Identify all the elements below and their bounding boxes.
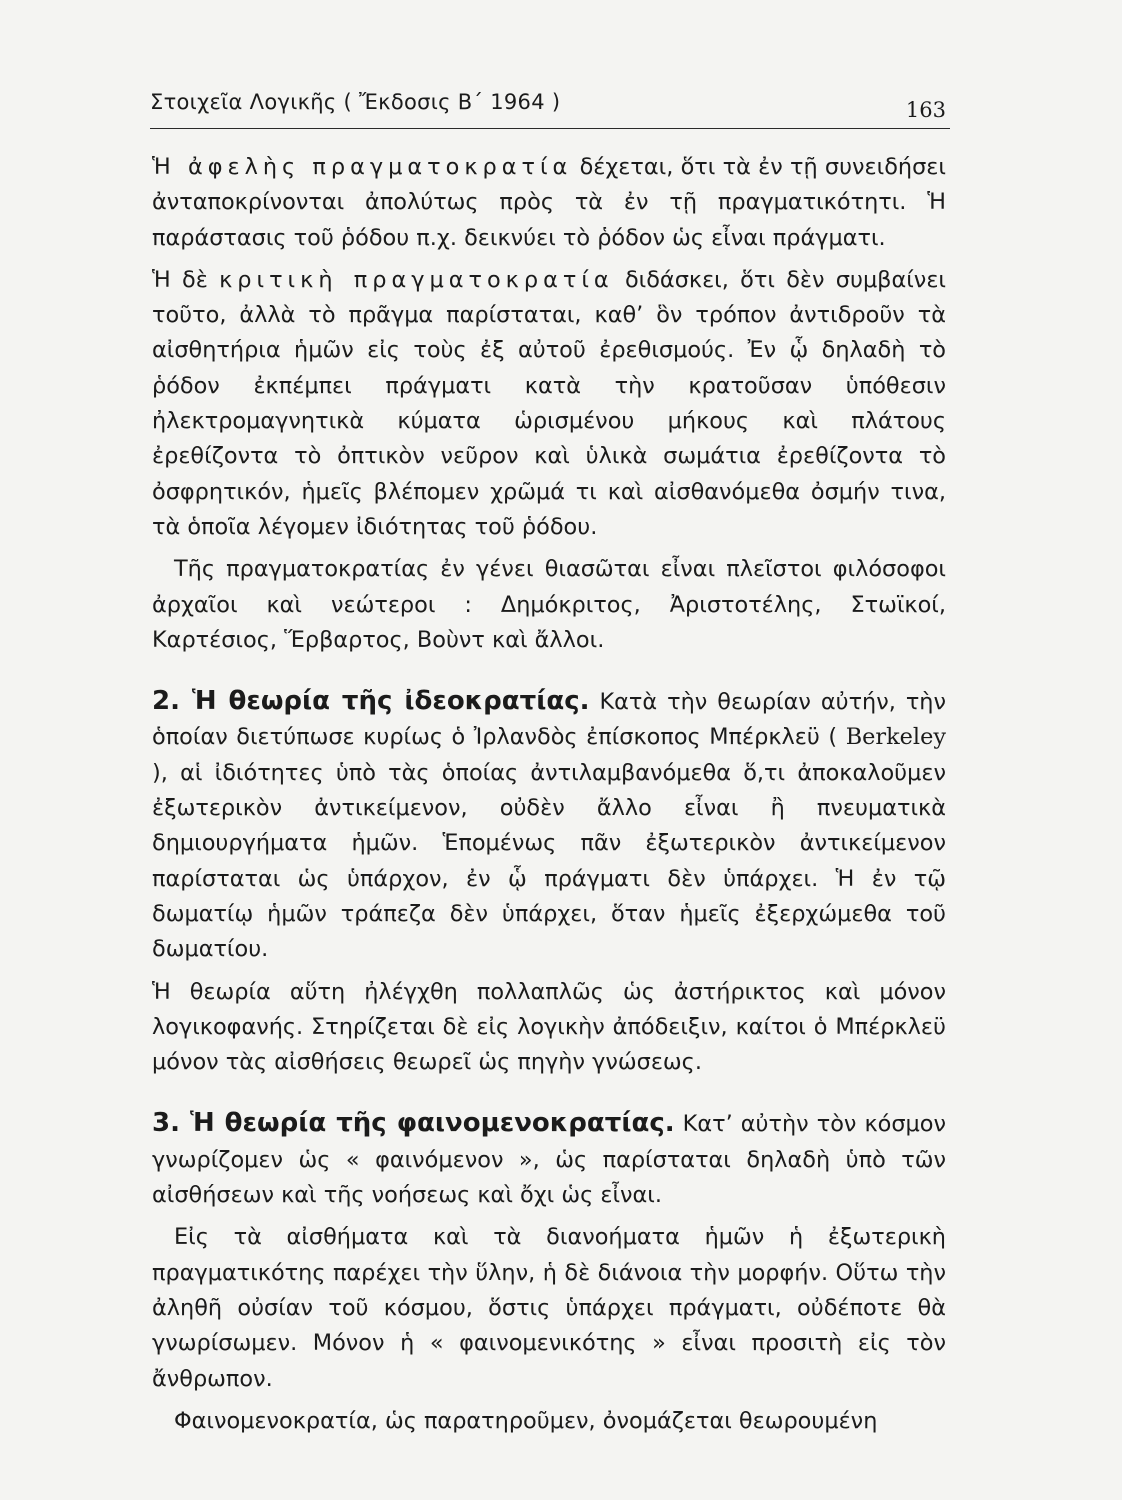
section-heading-phenomenalism: 3. Ἡ θεωρία τῆς φαινομενοκρατίας.	[152, 1108, 675, 1139]
page-number: 163	[905, 98, 946, 122]
paragraph-realism-adherents	[152, 552, 946, 658]
paragraph-text: Τῆς πραγματοκρατίας ἐν γένει θιασῶται εἶναι πλεῖστοι φιλόσοφοι ἀρχαῖοι καὶ νεώτεροι : Δημόκριτος, Ἀριστοτέλης, Στωϊκοί, Καρτέσιος, Ἕρβαρτος, Βοὺντ καὶ ἄλλοι.	[152, 556, 946, 653]
paragraph-text: ), αἱ ἰδιότητες ὑπὸ τὰς ὁποίας ἀντιλαμβανόμεθα ὅ,τι ἀποκαλοῦμεν ἐξωτερικὸν ἀντικείμενον, οὐδὲν ἄλλο εἶναι ἢ πνευματικὰ δημιουργήματα ἡμῶν. Ἑπομένως πᾶν ἐξωτερικὸν ἀντικείμενον παρίσταται ὡς ὑπάρχον, ἐν ᾧ πράγματι δὲν ὑπάρχει. Ἡ ἐν τῷ δωματίῳ ἡμῶν τράπεζα δὲν ὑπάρχει, ὅταν ἡμεῖς ἐξερχώμεθα τοῦ δωματίου.	[152, 759, 946, 963]
section-phenomenalism	[152, 1106, 946, 1213]
paragraph-critical-realism	[152, 263, 946, 545]
section-heading-idealism: 2. Ἡ θεωρία τῆς ἰδεοκρατίας.	[152, 686, 590, 717]
paragraph-idealism-critique	[152, 975, 946, 1081]
term-naive-realism: Ἡ ἀφελὴς πραγματοκρατία	[152, 154, 573, 180]
term-critical-realism: κριτικὴ πραγματοκρατία	[219, 266, 614, 293]
paragraph-phenomenalism-naming	[152, 1404, 946, 1439]
paragraph-text: Ἡ θεωρία αὕτη ἠλέγχθη πολλαπλῶς ὡς ἀστήρικτος καὶ μόνον λογικοφανής. Στηρίζεται δὲ εἰς λογικὴν ἀπόδειξιν, καίτοι ὁ Μπέρκλεϋ μόνον τὰς αἰσθήσεις θεωρεῖ ὡς πηγὴν γνώσεως.	[152, 978, 946, 1076]
paragraph-text: Κατὰ τὴν θεωρίαν αὐτήν, τὴν ὁποίαν διετύπωσε κυρίως ὁ Ἰρλανδὸς ἐπίσκοπος Μπέρκλεϋ (	[152, 689, 947, 751]
paragraph-text: δέχεται, ὅτι τὰ ἐν τῇ συνειδήσει ἀνταποκρίνονται ἀπολύτως πρὸς τὰ ἐν τῇ πραγματικότητι. Ἡ παράστασις τοῦ ῥόδου π.χ. δεικνύει τὸ ῥόδον ὡς εἶναι πράγματι.	[152, 154, 946, 251]
paragraph-naive-realism	[152, 150, 946, 256]
book-title: Στοιχεῖα Λογικῆς ( Ἔκδοσις Β΄ 1964 )	[150, 90, 561, 114]
body-text	[152, 150, 946, 1446]
paragraph-lead: Ἡ δὲ	[152, 266, 220, 293]
paragraph-text: διδάσκει, ὅτι δὲν συμβαίνει τοῦτο, ἀλλὰ τὸ πρᾶγμα παρίσταται, καθ’ ὃν τρόπον ἀντιδροῦν τὰ αἰσθητήρια ἡμῶν εἰς τοὺς ἐξ αὐτοῦ ἐρεθισμούς. Ἐν ᾧ δηλαδὴ τὸ ῥόδον ἐκπέμπει πράγματι κατὰ τὴν κρατοῦσαν ὑπόθεσιν ἠλεκτρομαγνητικὰ κύματα ὡρισμένου μήκους καὶ πλάτους ἐρεθίζοντα τὸ ὀπτικὸν νεῦρον καὶ ὑλικὰ σωμάτια ἐρεθίζοντα τὸ ὀσφρητικόν, ἡμεῖς βλέπομεν χρῶμά τι καὶ αἰσθανόμεθα ὀσμήν τινα, τὰ ὁποῖα λέγομεν ἰδιότητας τοῦ ῥόδου.	[152, 266, 946, 540]
paragraph-phenomenalism-detail	[152, 1220, 946, 1396]
paragraph-text: Κατ’ αὐτὴν τὸν κόσμον γνωρίζομεν ὡς « φαινόμενον », ὡς παρίσταται δηλαδὴ ὑπὸ τῶν αἰσθήσεων καὶ τῆς νοήσεως καὶ ὄχι ὡς εἶναι.	[152, 1111, 946, 1209]
paragraph-text: Φαινομενοκρατία, ὡς παρατηροῦμεν, ὀνομάζεται θεωρουμένη	[174, 1407, 878, 1434]
latin-name: Berkeley	[845, 724, 946, 751]
paragraph-text: Εἰς τὰ αἰσθήματα καὶ τὰ διανοήματα ἡμῶν ἡ ἐξωτερικὴ πραγματικότης παρέχει τὴν ὕλην, ἡ δὲ διάνοια τὴν μορφήν. Οὕτω τὴν ἀληθῆ οὐσίαν τοῦ κόσμου, ὅστις ὑπάρχει πράγματι, οὐδέποτε θὰ γνωρίσωμεν. Μόνον ἡ « φαινομενικότης » εἶναι προσιτὴ εἰς τὸν ἄνθρωπον.	[152, 1224, 946, 1392]
section-idealism	[152, 684, 946, 967]
running-header	[150, 88, 950, 129]
